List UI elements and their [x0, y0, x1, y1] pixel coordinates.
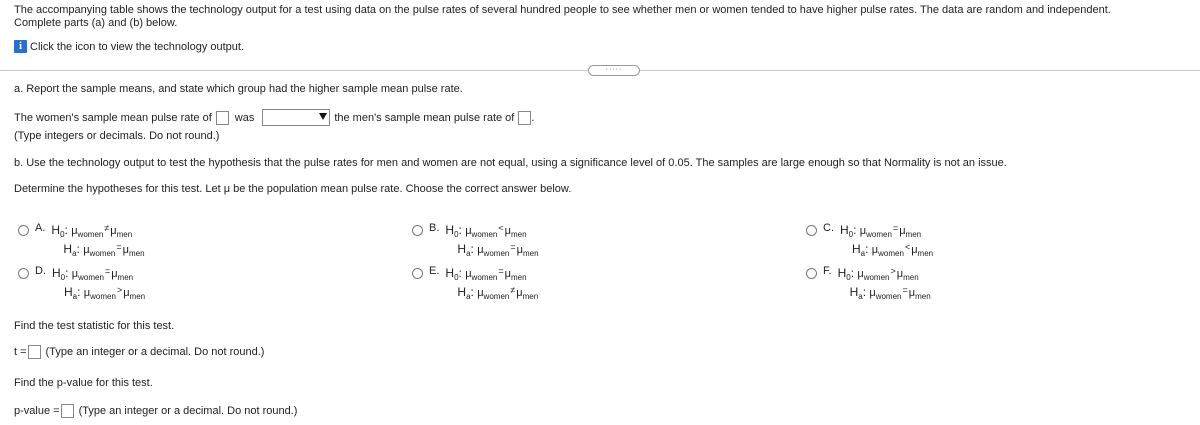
comparison-select[interactable]: [262, 109, 330, 126]
answer-option-b[interactable]: [412, 222, 539, 260]
mu-symbol: μ: [83, 244, 90, 256]
mu-symbol: μ: [477, 244, 484, 256]
null-hypothesis: $H_0$: $\mu_{women}^>\mu_{men}$: [837, 266, 919, 282]
hypothesis-subscript: a: [466, 249, 471, 258]
option-letter: D.: [35, 265, 46, 277]
hypothesis-h-label: H: [52, 266, 61, 280]
alternative-hypothesis: $H_a$: $\mu_{women}^\ne\mu_{men}$: [457, 285, 539, 301]
men-subscript: men: [510, 230, 527, 239]
relation-symbol: <: [904, 242, 911, 252]
women-subscript: women: [78, 273, 104, 282]
tech-output-link[interactable]: [14, 40, 244, 53]
relation-symbol: =: [510, 242, 516, 252]
hypothesis-subscript: 0: [60, 273, 66, 282]
mu-symbol: μ: [911, 244, 918, 256]
option-letter: C.: [823, 222, 834, 234]
hypothesis-h-label: H: [445, 223, 455, 237]
radio-button[interactable]: [412, 225, 423, 236]
men-subscript: men: [522, 292, 539, 301]
p-hint: (Type an integer or a decimal. Do not round.): [78, 405, 298, 417]
pvalue-prompt: Find the p-value for this test.: [14, 377, 153, 389]
men-subscript: men: [522, 249, 539, 258]
hypothesis-subscript: a: [466, 292, 471, 301]
hypothesis-h-label: H: [852, 242, 861, 256]
answer-option-f[interactable]: [806, 265, 931, 303]
alternative-hypothesis: $H_a$: $\mu_{women}^=\mu_{men}$: [63, 242, 145, 258]
hypothesis-h-label: H: [837, 266, 847, 280]
hypotheses-prompt: Determine the hypotheses for this test. Let μ be the population mean pulse rate. Choose the correct answer below.: [14, 183, 572, 195]
test-stat-prompt: Find the test statistic for this test.: [14, 320, 175, 332]
men-subscript: men: [917, 249, 934, 258]
mu-symbol: μ: [908, 287, 916, 299]
hypothesis-h-label: H: [64, 285, 73, 299]
alternative-hypothesis: $H_a$: $\mu_{women}^<\mu_{men}$: [852, 242, 934, 258]
alternative-hypothesis: $H_a$: $\mu_{women}^=\mu_{men}$: [849, 285, 931, 301]
hypotheses: [52, 265, 145, 303]
pvalue-input[interactable]: [61, 404, 74, 418]
men-subscript: men: [129, 292, 146, 301]
alternative-hypothesis: $H_a$: $\mu_{women}^>\mu_{men}$: [64, 285, 146, 301]
was-label: was: [234, 111, 255, 124]
hypothesis-h-label: H: [849, 285, 859, 299]
null-hypothesis: $H_0$: $\mu_{women}^=\mu_{men}$: [445, 266, 527, 282]
t-input[interactable]: [28, 345, 41, 359]
hypothesis-subscript: 0: [454, 230, 459, 239]
hypothesis-h-label: H: [445, 266, 455, 280]
intro-line-1: The accompanying table shows the technology output for a test using data on the pulse rates of several hundred people to see whether men or women tended to have higher pulse rates. The data are random and independent.: [14, 4, 1111, 16]
t-answer-row: [14, 345, 268, 359]
mu-symbol: μ: [857, 268, 864, 280]
mu-symbol: μ: [465, 225, 472, 237]
period: .: [531, 111, 535, 124]
radio-button[interactable]: [806, 268, 817, 279]
men-subscript: men: [905, 230, 922, 239]
null-hypothesis: $H_0$: $\mu_{women}^\ne\mu_{men}$: [51, 223, 133, 239]
hypotheses: [445, 265, 538, 303]
mu-symbol: μ: [123, 287, 130, 299]
hypothesis-h-label: H: [457, 242, 467, 256]
part-a-answer-row: [14, 109, 538, 126]
women-subscript: women: [878, 249, 904, 258]
women-subscript: women: [77, 230, 104, 239]
hypothesis-h-label: H: [63, 242, 73, 256]
mu-symbol: μ: [111, 268, 118, 280]
women-subscript: women: [483, 249, 510, 258]
radio-button[interactable]: [806, 225, 817, 236]
hypothesis-h-label: H: [51, 223, 61, 237]
expand-more-button[interactable]: ·····: [588, 65, 640, 76]
radio-button[interactable]: [412, 268, 423, 279]
radio-button[interactable]: [18, 225, 29, 236]
option-letter: A.: [35, 222, 46, 234]
t-label: t =: [14, 346, 27, 358]
alternative-hypothesis: $H_a$: $\mu_{women}^=\mu_{men}$: [457, 242, 539, 258]
hypothesis-h-label: H: [457, 285, 467, 299]
men-subscript: men: [915, 292, 931, 301]
hypothesis-h-label: H: [840, 223, 849, 237]
women-subscript: women: [90, 292, 116, 301]
info-icon[interactable]: i: [14, 40, 27, 53]
women-subscript: women: [89, 249, 116, 258]
relation-symbol: ≠: [510, 285, 516, 295]
p-label: p-value =: [14, 405, 60, 417]
radio-button[interactable]: [18, 268, 29, 279]
relation-symbol: >: [890, 266, 896, 276]
hypothesis-subscript: 0: [846, 273, 851, 282]
mu-symbol: μ: [83, 287, 91, 299]
mu-symbol: μ: [869, 287, 876, 299]
women-subscript: women: [471, 230, 498, 239]
mu-symbol: μ: [516, 244, 523, 256]
men-subscript: men: [116, 230, 133, 239]
mu-symbol: μ: [871, 244, 879, 256]
chevron-down-icon: [319, 113, 327, 120]
answer-option-d[interactable]: [18, 265, 145, 303]
t-hint: (Type an integer or a decimal. Do not round.): [45, 346, 265, 358]
men-subscript: men: [903, 273, 919, 282]
answer-option-c[interactable]: [806, 222, 933, 260]
men-subscript: men: [117, 273, 134, 282]
men-subscript: men: [128, 249, 145, 258]
women-mean-input[interactable]: [216, 111, 229, 125]
mu-symbol: μ: [71, 225, 78, 237]
hypothesis-subscript: 0: [848, 230, 854, 239]
null-hypothesis: $H_0$: $\mu_{women}^=\mu_{men}$: [840, 223, 922, 239]
hypothesis-subscript: a: [72, 249, 77, 258]
hypothesis-subscript: a: [860, 249, 866, 258]
mu-symbol: μ: [122, 244, 129, 256]
hypotheses: [838, 265, 931, 303]
mu-symbol: μ: [504, 268, 511, 280]
option-letter: B.: [429, 222, 440, 234]
hypotheses: [840, 222, 933, 260]
option-letter: F.: [823, 265, 832, 277]
hypothesis-subscript: 0: [60, 230, 65, 239]
mu-symbol: μ: [477, 287, 484, 299]
women-subscript: women: [866, 230, 892, 239]
option-letter: E.: [429, 265, 440, 277]
women-subscript: women: [863, 273, 890, 282]
men-mean-label: the men's sample mean pulse rate of: [334, 111, 515, 124]
mu-symbol: μ: [896, 268, 904, 280]
mu-symbol: μ: [899, 225, 906, 237]
answer-option-a[interactable]: [18, 222, 145, 260]
mu-symbol: μ: [110, 225, 117, 237]
women-subscript: women: [875, 292, 902, 301]
part-a-hint: (Type integers or decimals. Do not round.): [14, 130, 220, 142]
relation-symbol: >: [116, 285, 123, 295]
relation-symbol: =: [498, 266, 504, 276]
relation-symbol: =: [116, 242, 122, 252]
relation-symbol: =: [892, 223, 899, 233]
null-hypothesis: $H_0$: $\mu_{women}^<\mu_{men}$: [445, 223, 527, 239]
null-hypothesis: $H_0$: $\mu_{women}^=\mu_{men}$: [52, 266, 134, 282]
answer-option-e[interactable]: [412, 265, 538, 303]
mu-symbol: μ: [516, 287, 523, 299]
women-subscript: women: [471, 273, 498, 282]
mu-symbol: μ: [504, 225, 511, 237]
hypothesis-subscript: a: [72, 292, 78, 301]
mu-symbol: μ: [859, 225, 867, 237]
men-subscript: men: [510, 273, 527, 282]
mu-symbol: μ: [465, 268, 472, 280]
hypotheses: [445, 222, 538, 260]
relation-symbol: =: [104, 266, 111, 276]
hypothesis-subscript: 0: [454, 273, 459, 282]
mu-symbol: μ: [71, 268, 79, 280]
pvalue-answer-row: [14, 404, 301, 418]
part-b-heading: b. Use the technology output to test the hypothesis that the pulse rates for men and women are not equal, using a significance level of 0.05. The samples are large enough so that Normality is not an issue.: [14, 157, 1007, 169]
intro-line-2: Complete parts (a) and (b) below.: [14, 17, 178, 29]
relation-symbol: ≠: [104, 223, 110, 233]
tech-output-label: Click the icon to view the technology output.: [30, 40, 245, 53]
relation-symbol: <: [498, 223, 504, 233]
women-mean-label: The women's sample mean pulse rate of: [14, 111, 212, 124]
part-a-heading: a. Report the sample means, and state which group had the higher sample mean pulse rate.: [14, 83, 463, 95]
women-subscript: women: [483, 292, 510, 301]
intro-text: [14, 4, 1111, 30]
men-mean-input[interactable]: [518, 111, 531, 125]
hypothesis-subscript: a: [858, 292, 863, 301]
relation-symbol: =: [902, 285, 908, 295]
hypotheses: [51, 222, 144, 260]
